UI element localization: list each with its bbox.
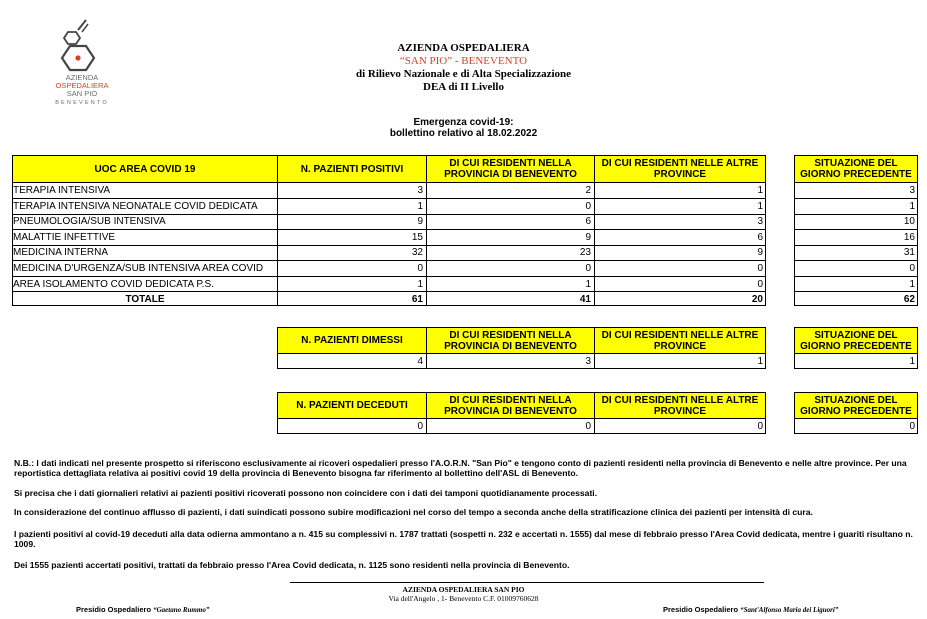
bulletin-title: Emergenza covid-19: [413,117,514,128]
cell-previous: 10 [903,216,915,228]
row-label: TERAPIA INTENSIVA [13,185,111,196]
cell-other: 1 [757,185,763,196]
header-discharged-prev: SITUAZIONE DEL GIORNO PRECEDENTE [795,328,917,353]
header-resident-other: DI CUI RESIDENTI NELLE ALTRE PROVINCE [595,156,765,182]
footer-org: AZIENDA OSPEDALIERA SAN PIO [402,585,525,594]
cell-previous: 0 [909,263,915,274]
cell-other: 6 [757,231,763,243]
cell-bn: 2 [585,185,591,196]
cell-bn: 23 [579,247,591,259]
bulletin-date: bollettino relativo al 18.02.2022 [389,128,538,139]
deceased-prev: 0 [909,421,915,432]
discharged-prev: 1 [909,356,915,367]
header-line-4: DEA di II Livello [423,81,504,93]
footer-presidio-left [76,605,209,614]
row-label: TERAPIA INTENSIVA NEONATALE COVID DEDICATA [13,200,258,212]
header-deceased: N. PAZIENTI DECEDUTI [278,393,426,418]
footer-address: Via dell'Angelo , 1- Benevento C.F. 01009760628 [388,594,539,603]
note-afflusso: In considerazione del continuo afflusso di pazienti, i dati suindicati possono subire modificazioni nel corso del tempo a seconda anche della stratificazione clinica dei pazienti per intensità di cura. [14,507,813,517]
total-bn: 41 [579,294,591,305]
cell-positive: 1 [417,200,423,212]
cell-other: 1 [757,200,763,212]
header-resident-bn: DI CUI RESIDENTI NELLA PROVINCIA DI BENEVENTO [427,156,594,182]
cell-bn: 1 [585,278,591,290]
header-discharged-other: DI CUI RESIDENTI NELLE ALTRE PROVINCE [595,328,765,353]
cell-positive: 3 [417,185,423,196]
cell-other: 0 [757,263,763,274]
footer-left-label: Presidio Ospedaliero [76,605,152,614]
header-discharged-bn: DI CUI RESIDENTI NELLA PROVINCIA DI BENEVENTO [427,328,594,353]
discharged-bn: 3 [585,356,591,367]
cell-other: 9 [757,247,763,259]
row-label: MEDICINA D'URGENZA/SUB INTENSIVA AREA COVID [13,263,264,274]
cell-previous: 1 [909,200,915,212]
footer-presidio-right [663,605,838,614]
header-area: UOC AREA COVID 19 [13,156,277,182]
cell-positive: 15 [411,231,423,243]
note-deceduti: I pazienti positivi al covid-19 deceduti alla data odierna ammontano a n. 415 su complessivi n. 1787 trattati (sospetti n. 232 e accertati n. 1555) dal mese di febbraio presso l'Area Covid dedicata, mentre i guariti risultano n. 1009. [14,529,913,549]
deceased-bn: 0 [585,421,591,432]
row-label: MALATTIE INFETTIVE [13,231,116,243]
header-previous: SITUAZIONE DEL GIORNO PRECEDENTE [795,156,917,182]
header-subtitle: “SAN PIO” - BENEVENTO [399,55,528,67]
cell-bn: 6 [585,216,591,228]
total-label: TOTALE [125,294,165,305]
cell-other: 0 [757,278,763,290]
cell-positive: 9 [417,216,423,228]
cell-other: 3 [757,216,763,228]
footer-right-label: Presidio Ospedaliero [663,605,739,614]
header-discharged: N. PAZIENTI DIMESSI [278,328,426,353]
deceased-count: 0 [417,421,423,432]
row-label: PNEUMOLOGIA/SUB INTENSIVA [13,216,166,228]
header-positive: N. PAZIENTI POSITIVI [278,156,426,182]
cell-positive: 0 [417,263,423,274]
note-nb: N.B.: I dati indicati nel presente prospetto si riferiscono esclusivamente ai ricoveri ospedalieri presso l'A.O.R.N. "San Pio" e tengono conto di pazienti residenti nella provincia di Benevento e nelle altre province. Per una reportistica dettagliata relativa ai positivi covid 19 della provincia di Benevento bisogna far riferimento al bollettino dell'ASL di Benevento. [14,458,907,478]
footer-right-name: “Sant'Alfonso Maria dei Liguori” [740,606,839,614]
logo-line-1: AZIENDA [65,73,99,82]
cell-bn: 0 [585,200,591,212]
total-previous: 62 [903,294,915,305]
cell-previous: 3 [909,185,915,196]
cell-bn: 0 [585,263,591,274]
cell-positive: 1 [417,278,423,290]
footer-left-name: “Gaetano Rummo” [153,606,210,614]
cell-previous: 1 [909,278,915,290]
note-residenti: Dei 1555 pazienti accertati positivi, trattati da febbraio presso l'Area Covid dedicata, n. 1125 sono residenti nella provincia di Benevento. [14,560,570,570]
cell-bn: 9 [585,231,591,243]
discharged-other: 1 [757,356,763,367]
row-label: MEDICINA INTERNA [13,247,109,259]
note-tamponi: Si precisa che i dati giornalieri relativi ai pazienti positivi ricoverati possono non coincidere con i dati dei tamponi quotidianamente processati. [14,488,598,498]
row-label: AREA ISOLAMENTO COVID DEDICATA P.S. [13,278,214,290]
header-deceased-prev: SITUAZIONE DEL GIORNO PRECEDENTE [795,393,917,418]
header-title: AZIENDA OSPEDALIERA [397,42,530,54]
total-other: 20 [751,294,763,305]
logo-line-3: SAN PIO [66,89,98,98]
cell-previous: 16 [903,231,915,243]
footer-divider [290,582,764,583]
cell-previous: 31 [903,247,915,259]
cell-positive: 32 [411,247,423,259]
deceased-other: 0 [757,421,763,432]
discharged-count: 4 [417,356,423,367]
logo-line-4: BENEVENTO [55,100,109,106]
total-positive: 61 [411,294,423,305]
header-line-3: di Rilievo Nazionale e di Alta Specializzazione [355,68,572,80]
header-deceased-bn: DI CUI RESIDENTI NELLA PROVINCIA DI BENEVENTO [427,393,594,418]
logo-line-2: OSPEDALIERA [55,81,109,90]
header-deceased-other: DI CUI RESIDENTI NELLE ALTRE PROVINCE [595,393,765,418]
